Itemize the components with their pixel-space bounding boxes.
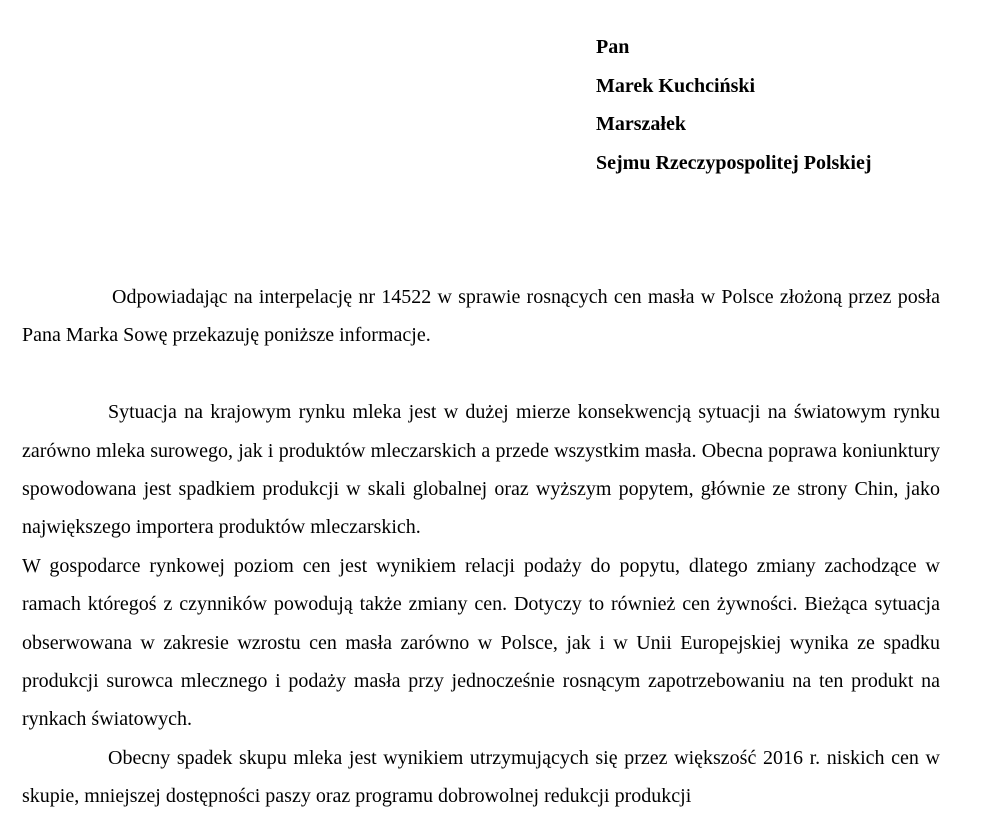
paragraph-market-situation: Sytuacja na krajowym rynku mleka jest w dużej mierze konsekwencją sytuacji na światowym rynku zarówno mleka surowego, jak i produktów mleczarskich a przede wszystkim masła. Obecna poprawa koniunktury spowodowana jest spadkiem produkcji w skali globalnej oraz wyższym popytem, głównie ze strony Chin, jako największego importera produktów mleczarskich. — [22, 401, 940, 539]
addressee-name: Marek Kuchciński — [596, 74, 756, 97]
paragraph-milk-purchase: Obecny spadek skupu mleka jest wynikiem utrzymujących się przez większość 2016 r. niskich cen w skupie, mniejszej dostępności paszy oraz programu dobrowolnej redukcji produkcji — [22, 746, 940, 808]
addressee-title: Marszałek — [596, 113, 686, 135]
paragraph-spacer — [22, 355, 940, 393]
letter-body — [22, 278, 940, 816]
addressee-block — [596, 28, 872, 182]
addressee-salutation: Pan — [596, 36, 630, 58]
paragraph-intro: Odpowiadając na interpelację nr 14522 w sprawie rosnących cen masła w Polsce złożoną przez posła Pana Marka Sowę przekazuję poniższe informacje. — [22, 286, 940, 347]
paragraph-market-economy: W gospodarce rynkowej poziom cen jest wynikiem relacji podaży do popytu, dlatego zmiany zachodzące w ramach któregoś z czynników powodują także zmiany cen. Dotyczy to również cen żywności. Bieżąca sytuacja obserwowana w zakresie wzrostu cen masła zarówno w Polsce, jak i w Unii Europejskiej wynika ze spadku produkcji surowca mlecznego i podaży masła przy jednocześnie rosnącym zapotrzebowaniu na ten produkt na rynkach światowych. — [22, 554, 940, 731]
addressee-institution: Sejmu Rzeczypospolitej Polskiej — [596, 151, 872, 174]
